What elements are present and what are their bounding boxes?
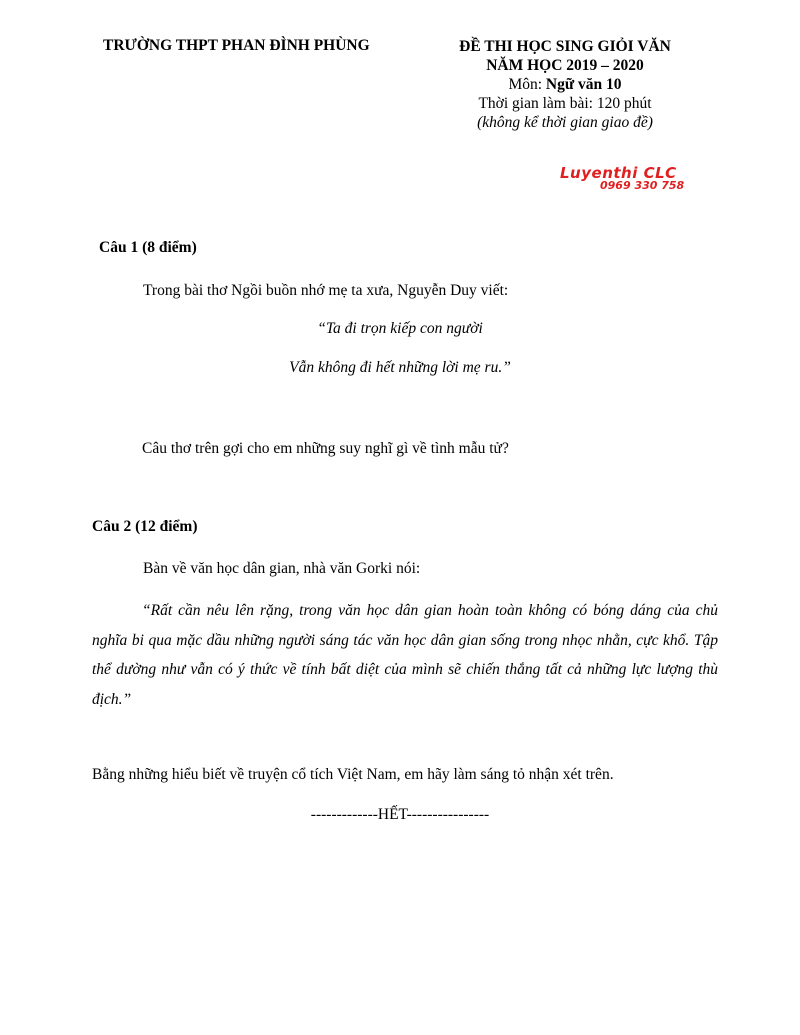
exam-note: (không kể thời gian giao đề) — [477, 114, 653, 131]
end-marker: -------------HẾT---------------- — [310, 806, 490, 823]
gorki-quote: “Rất cần nêu lên rặng, trong văn học dân gian hoàn toàn không có bóng dáng của chủ nghĩa bi qua mặc dầu những người sáng tác văn học dân gian sống trong nhọc nhằn, cực khổ. Tập thể dường như vẫn có ý thức về tính bất diệt của mình sẽ chiến thắng tất cả những lực lượng thù địch.” — [92, 602, 718, 708]
question-2-prompt: Bằng những hiểu biết về truyện cổ tích Việt Nam, em hãy làm sáng tỏ nhận xét trên. — [92, 766, 614, 783]
exam-subject — [405, 75, 725, 94]
question-2-intro: Bàn về văn học dân gian, nhà văn Gorki nói: — [143, 560, 421, 577]
question-2-title: Câu 2 (12 điểm) — [92, 518, 198, 535]
question-1-title: Câu 1 (8 điểm) — [99, 239, 197, 256]
exam-time: Thời gian làm bài: 120 phút — [478, 95, 652, 112]
watermark-phone: 0969 330 758 — [600, 179, 685, 192]
watermark-brand: Luyenthi CLC — [560, 164, 677, 182]
school-name: TRƯỜNG THPT PHAN ĐÌNH PHÙNG — [103, 37, 370, 54]
question-1-intro: Trong bài thơ Ngồi buồn nhớ mẹ ta xưa, Nguyễn Duy viết: — [143, 282, 509, 299]
question-1-prompt: Câu thơ trên gợi cho em những suy nghĩ gì về tình mẫu tử? — [142, 440, 509, 457]
watermark-logo — [560, 164, 684, 192]
verse-line-2: Vẫn không đi hết những lời mẹ ru.” — [289, 359, 511, 376]
exam-title: ĐỀ THI HỌC SING GIỎI VĂN — [459, 38, 671, 55]
verse-line-1: “Ta đi trọn kiếp con người — [317, 320, 483, 337]
exam-header — [405, 37, 725, 132]
subject-name: Ngữ văn 10 — [545, 76, 622, 93]
subject-label: Môn: — [508, 76, 546, 93]
exam-year: NĂM HỌC 2019 – 2020 — [486, 57, 644, 74]
